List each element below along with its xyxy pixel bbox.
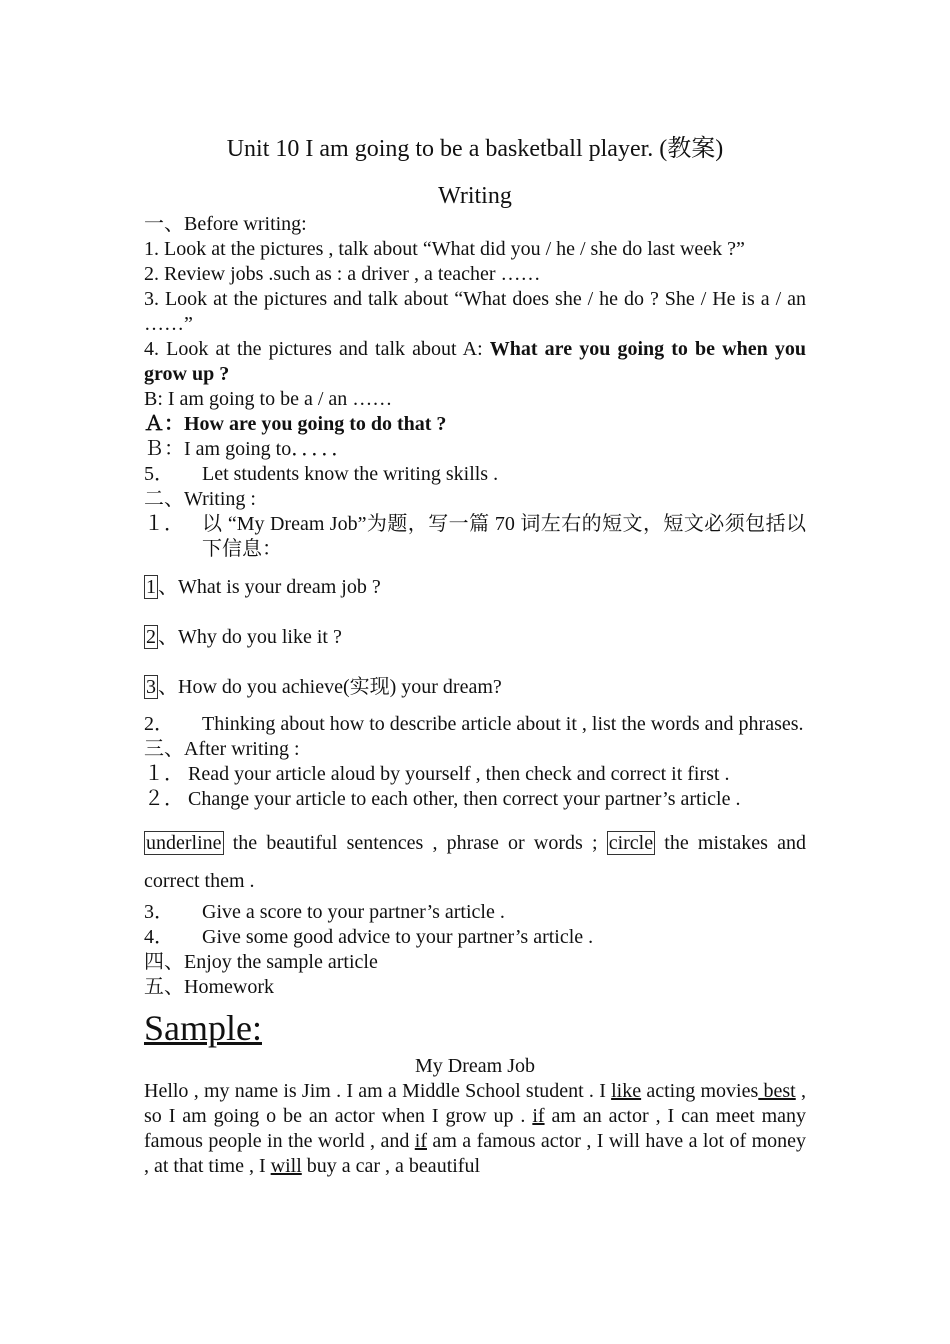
- document-body: [144, 130, 806, 1179]
- peer-review-middle: the beautiful sentences , phrase or words ;: [223, 832, 607, 854]
- question-2: [144, 625, 806, 650]
- peer-review-instruction: [144, 824, 806, 900]
- question-3-number: 3: [146, 676, 156, 698]
- dialogue-a2-question: How are you going to do that ?: [184, 413, 447, 435]
- sample-title: My Dream Job: [415, 1055, 535, 1077]
- sample-underlined-will: will: [270, 1155, 302, 1177]
- sample-text-3: , so I am going o be an actor when I grow up .: [144, 1080, 807, 1127]
- section-after-writing-heading: 三、After writing :: [144, 738, 300, 760]
- before-item-4: [144, 337, 806, 387]
- section-writing-heading: 二、Writing :: [144, 488, 256, 510]
- question-1-number: 1: [146, 576, 156, 598]
- before-item-2: 2. Review jobs .such as : a driver , a teacher ……: [144, 263, 541, 285]
- dialogue-b1: B: I am going to be a / an ……: [144, 388, 393, 410]
- sample-paragraph: [144, 1079, 806, 1179]
- question-3-text: 、How do you achieve(实现) your dream?: [158, 676, 502, 698]
- page-title: Unit 10 I am going to be a basketball player. (教案): [226, 136, 724, 162]
- after-item-1-number: １．: [144, 763, 184, 785]
- after-item-4: [144, 925, 806, 950]
- dialogue-b2: Ｂ：I am going to．．．．．: [144, 438, 352, 460]
- underline-keyword: underline: [146, 832, 222, 854]
- after-item-4-number: 4．: [144, 926, 174, 948]
- sample-underlined-like: like: [611, 1080, 642, 1102]
- question-2-number: 2: [146, 626, 156, 648]
- before-item-4-question: What are you going to be when you grow up ?: [144, 338, 807, 385]
- before-item-4-text: 4. Look at the pictures and talk about A:: [144, 338, 490, 360]
- sample-text-4: am an actor , I can meet many famous people in the world , and: [144, 1105, 806, 1152]
- after-item-4-text: Give some good advice to your partner’s article .: [202, 926, 594, 948]
- sample-underlined-best: best: [758, 1080, 796, 1102]
- after-item-1-text: Read your article aloud by yourself , then check and correct it first .: [188, 763, 730, 785]
- before-item-5: [144, 462, 806, 487]
- sample-text-2: acting movies: [641, 1080, 759, 1102]
- circle-keyword: circle: [608, 832, 654, 854]
- writing-item-1: [144, 512, 806, 562]
- section-enjoy-heading: 四、Enjoy the sample article: [144, 951, 378, 973]
- writing-item-1-number: １．: [144, 513, 184, 535]
- sample-text-6: buy a car , a beautiful: [301, 1155, 481, 1177]
- dialogue-a2-label: Ａ：: [144, 413, 184, 435]
- page-subtitle: Writing: [438, 183, 512, 209]
- sample-text-5: am a famous actor , I will have a lot of money , at that time , I: [144, 1130, 806, 1177]
- question-2-text: 、Why do you like it ?: [158, 626, 342, 648]
- before-item-5-number: 5．: [144, 463, 174, 485]
- sample-text-1: Hello , my name is Jim . I am a Middle School student . I: [144, 1080, 612, 1102]
- sample-underlined-if-1: if: [532, 1105, 545, 1127]
- peer-review-end: the mistakes and correct them .: [144, 832, 806, 892]
- after-item-2: [144, 787, 806, 812]
- after-item-3-text: Give a score to your partner’s article .: [202, 901, 505, 923]
- sample-heading: Sample:: [144, 1008, 262, 1048]
- section-homework-heading: 五、Homework: [144, 976, 274, 998]
- after-item-2-text: Change your article to each other, then correct your partner’s article .: [188, 788, 741, 810]
- writing-item-2-number: 2．: [144, 713, 174, 735]
- question-1: [144, 575, 806, 600]
- after-item-3: [144, 900, 806, 925]
- section-before-writing-heading: 一、Before writing:: [144, 213, 307, 235]
- after-item-1: [144, 762, 806, 787]
- question-3: [144, 675, 806, 700]
- before-item-3: 3. Look at the pictures and talk about “What does she / he do ? She / He is a / an ……”: [144, 288, 806, 335]
- dialogue-a2: [144, 412, 806, 437]
- writing-item-2-text: Thinking about how to describe article about it , list the words and phrases.: [202, 713, 804, 735]
- question-1-text: 、What is your dream job ?: [158, 576, 381, 598]
- writing-item-1-text: 以 “My Dream Job”为题，写一篇 70 词左右的短文，短文必须包括以下信息：: [202, 513, 806, 560]
- writing-item-2: [144, 712, 806, 737]
- before-item-5-text: Let students know the writing skills .: [202, 463, 499, 485]
- sample-underlined-if-2: if: [414, 1130, 427, 1152]
- after-item-3-number: 3．: [144, 901, 174, 923]
- before-item-1: 1. Look at the pictures , talk about “What did you / he / she do last week ?”: [144, 238, 745, 260]
- after-item-2-number: ２．: [144, 788, 184, 810]
